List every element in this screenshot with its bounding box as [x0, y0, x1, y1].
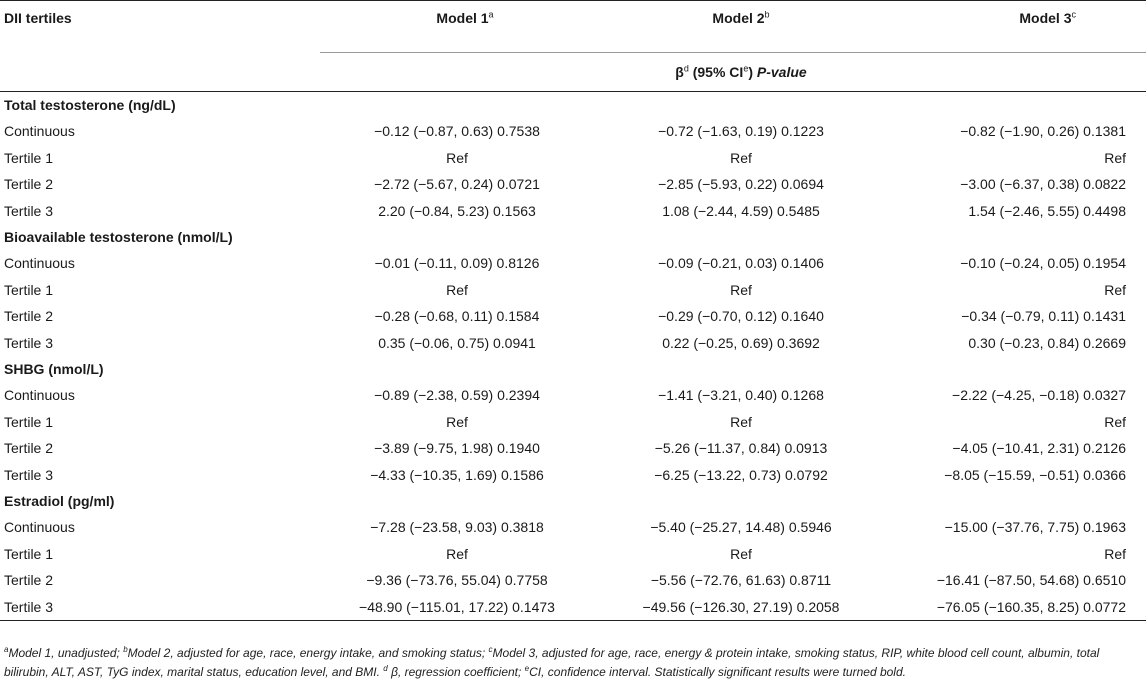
cell-model3: Ref [1104, 413, 1126, 430]
table-footnote: $^a$Model 1, unadjusted; $^b$Model 2, adjusted for age, race, energy intake, and smoking status; $^c$Model 3, adjusted for age, race, energy & protein intake, smoking status, RIP, white blood cell count, albumin, total bilirubin, ALT, AST, TyG index, marital status, education level, and BMI. $^d$ β, regression coefficient; $^e$CI, confidence interval. Statistically significant results were turned bold. [4, 645, 1100, 679]
cell-model1: −2.72 (−5.67, 0.24) 0.0721 [374, 176, 540, 193]
cell-model1: 2.20 (−0.84, 5.23) 0.1563 [378, 202, 536, 219]
section-header-row [0, 224, 1146, 250]
cell-model2: −0.09 (−0.21, 0.03) 0.1406 [658, 255, 824, 272]
cell-model2: 1.08 (−2.44, 4.59) 0.5485 [662, 202, 820, 219]
model1-header: Model 1$^a$ [320, 1, 594, 53]
row-label: Tertile 3 [4, 334, 54, 351]
table-row [0, 198, 1146, 225]
cell-model2: −6.25 (−13.22, 0.73) 0.0792 [654, 466, 828, 483]
section-header-row [0, 356, 1146, 382]
table-row [0, 171, 1146, 198]
cell-model1: −0.28 (−0.68, 0.11) 0.1584 [374, 308, 540, 325]
section-header-row [0, 488, 1146, 514]
cell-model3: −0.10 (−0.24, 0.05) 0.1954 [960, 255, 1126, 272]
cell-model1: −0.89 (−2.38, 0.59) 0.2394 [374, 387, 540, 404]
table-row [0, 567, 1146, 594]
row-label: Tertile 1 [4, 413, 54, 430]
row-label: Tertile 1 [4, 545, 54, 562]
cell-model3: −0.82 (−1.90, 0.26) 0.1381 [960, 123, 1126, 140]
table-row [0, 382, 1146, 409]
cell-model3: Ref [1104, 281, 1126, 298]
dii-tertiles-header: DII tertiles [0, 1, 320, 53]
row-label: Continuous [4, 123, 75, 140]
cell-model1: −9.36 (−73.76, 55.04) 0.7758 [366, 572, 548, 589]
cell-model3: −3.00 (−6.37, 0.38) 0.0822 [960, 176, 1126, 193]
table-row [0, 435, 1146, 462]
row-label: Tertile 2 [4, 308, 54, 325]
cell-model2: Ref [730, 413, 752, 430]
cell-model2: −5.40 (−25.27, 14.48) 0.5946 [650, 519, 832, 536]
row-label: Tertile 1 [4, 149, 54, 166]
cell-model3: −8.05 (−15.59, −0.51) 0.0366 [944, 466, 1126, 483]
cell-model3: −15.00 (−37.76, 7.75) 0.1963 [944, 519, 1126, 536]
section-title: Total testosterone (ng/dL) [4, 97, 176, 113]
cell-model1: −3.89 (−9.75, 1.98) 0.1940 [374, 440, 540, 457]
cell-model1: −48.90 (−115.01, 17.22) 0.1473 [320, 594, 594, 621]
row-label: Tertile 3 [4, 202, 54, 219]
cell-model1: −7.28 (−23.58, 9.03) 0.3818 [370, 519, 544, 536]
cell-model3: Ref [1104, 545, 1126, 562]
cell-model2: −5.26 (−11.37, 0.84) 0.0913 [654, 440, 828, 457]
table-row [0, 303, 1146, 330]
row-label: Tertile 2 [4, 176, 54, 193]
cell-model3: 1.54 (−2.46, 5.55) 0.4498 [968, 202, 1126, 219]
section-title: Bioavailable testosterone (nmol/L) [4, 229, 233, 245]
table-row [0, 145, 1146, 172]
row-label: Tertile 1 [4, 281, 54, 298]
table-row [0, 277, 1146, 304]
table-row [0, 514, 1146, 541]
header-row [0, 1, 1146, 53]
row-label: Continuous [4, 519, 75, 536]
table-row [0, 250, 1146, 277]
table-row [0, 541, 1146, 568]
table-row [0, 118, 1146, 145]
cell-model1: −4.33 (−10.35, 1.69) 0.1586 [370, 466, 544, 483]
cell-model3: −4.05 (−10.41, 2.31) 0.2126 [952, 440, 1126, 457]
cell-model2: Ref [730, 149, 752, 166]
table-row [0, 462, 1146, 489]
cell-model2: −0.29 (−0.70, 0.12) 0.1640 [658, 308, 824, 325]
model3-header: Model 3$^c$ [888, 1, 1146, 53]
subheader-row [0, 53, 1146, 92]
beta-ci-pvalue-header: $\beta^d$ (95% CIe) P-value [594, 53, 888, 92]
cell-model2: −5.56 (−72.76, 61.63) 0.8711 [650, 572, 832, 589]
cell-model2: −49.56 (−126.30, 27.19) 0.2058 [594, 594, 888, 621]
cell-model1: 0.35 (−0.06, 0.75) 0.0941 [378, 334, 536, 351]
cell-model1: Ref [446, 545, 468, 562]
table-row [0, 409, 1146, 436]
cell-model3: −0.34 (−0.79, 0.11) 0.1431 [961, 308, 1126, 325]
row-label: Continuous [4, 387, 75, 404]
cell-model1: Ref [446, 413, 468, 430]
cell-model1: Ref [446, 281, 468, 298]
cell-model3: −16.41 (−87.50, 54.68) 0.6510 [936, 572, 1126, 589]
cell-model3: −76.05 (−160.35, 8.25) 0.0772 [888, 594, 1146, 621]
cell-model3: −2.22 (−4.25, −0.18) 0.0327 [952, 387, 1126, 404]
cell-model1: Ref [446, 149, 468, 166]
cell-model2: −2.85 (−5.93, 0.22) 0.0694 [658, 176, 824, 193]
section-header-row [0, 92, 1146, 119]
cell-model3: 0.30 (−0.23, 0.84) 0.2669 [968, 334, 1126, 351]
row-label: Continuous [4, 255, 75, 272]
row-label: Tertile 2 [4, 572, 54, 589]
table-row [0, 594, 1146, 621]
cell-model1: −0.12 (−0.87, 0.63) 0.7538 [374, 123, 540, 140]
row-label: Tertile 2 [4, 440, 54, 457]
cell-model3: Ref [1104, 149, 1126, 166]
table-row [0, 330, 1146, 357]
section-title: SHBG (nmol/L) [4, 361, 104, 377]
cell-model2: Ref [730, 545, 752, 562]
row-label: Tertile 3 [4, 466, 54, 483]
row-label: Tertile 3 [0, 594, 320, 621]
cell-model2: Ref [730, 281, 752, 298]
cell-model2: −1.41 (−3.21, 0.40) 0.1268 [658, 387, 824, 404]
cell-model2: −0.72 (−1.63, 0.19) 0.1223 [658, 123, 824, 140]
model2-header: Model 2$^b$ [594, 1, 888, 53]
section-title: Estradiol (pg/ml) [4, 493, 115, 509]
cell-model2: 0.22 (−0.25, 0.69) 0.3692 [662, 334, 820, 351]
cell-model1: −0.01 (−0.11, 0.09) 0.8126 [374, 255, 540, 272]
